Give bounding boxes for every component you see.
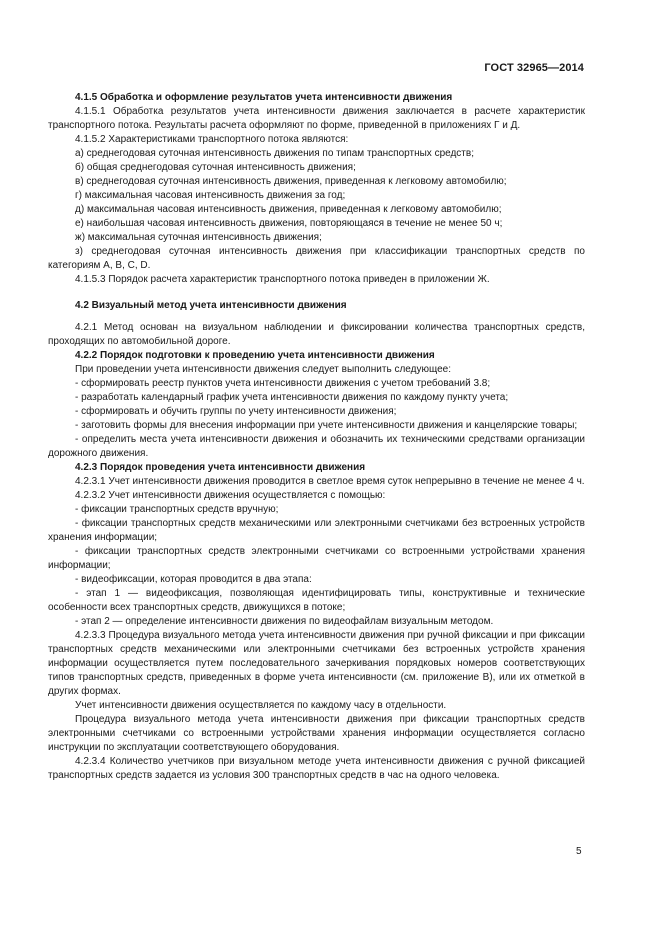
paragraph: При проведении учета интенсивности движения следует выполнить следующее:: [75, 364, 451, 375]
paragraph: 4.1.5.3 Порядок расчета характеристик транспортного потока приведен в приложении Ж.: [75, 274, 490, 285]
list-item: а) среднегодовая суточная интенсивность движения по типам транспортных средств;: [75, 148, 474, 159]
list-item: - заготовить формы для внесения информации при учете интенсивности движения и канцелярские товары;: [75, 420, 578, 431]
list-item: - определить места учета интенсивности движения и обозначить их техническими средствами организации дорожного движения.: [48, 434, 585, 459]
page-number: 5: [576, 846, 582, 857]
list-item: д) максимальная часовая интенсивность движения, приведенная к легковому автомобилю;: [75, 204, 502, 215]
list-item: - сформировать реестр пунктов учета интенсивности движения с учетом требований 3.8;: [75, 378, 491, 389]
list-item: - фиксации транспортных средств электронными счетчиками со встроенными устройствами хранения информации;: [48, 546, 585, 571]
section-heading-4-2: 4.2 Визуальный метод учета интенсивности движения: [75, 300, 347, 311]
list-item: - фиксации транспортных средств вручную;: [75, 504, 279, 515]
list-item: - фиксации транспортных средств механическими или электронными счетчиками без встроенных устройств хранения информации;: [48, 518, 585, 543]
paragraph: Процедура визуального метода учета интенсивности движения при фиксации транспортных средств электронными счетчиками со встроенными устройствами хранения информации осуществляется согласно инструкции по эксплуатации соответствующего оборудования.: [48, 714, 585, 753]
spacer: [48, 287, 585, 299]
document-body: [48, 91, 585, 783]
list-item: е) наибольшая часовая интенсивность движения, повторяющаяся в течение не менее 50 ч;: [75, 218, 503, 229]
spacer: [48, 313, 585, 321]
section-heading-4-2-2: 4.2.2 Порядок подготовки к проведению учета интенсивности движения: [75, 350, 435, 361]
list-item: б) общая среднегодовая суточная интенсивность движения;: [75, 162, 356, 173]
section-heading-4-1-5: 4.1.5 Обработка и оформление результатов учета интенсивности движения: [75, 92, 453, 103]
list-item: - сформировать и обучить группы по учету интенсивности движения;: [75, 406, 397, 417]
list-item: - этап 2 — определение интенсивности движения по видеофайлам визуальным методом.: [75, 616, 494, 627]
paragraph: 4.2.3.4 Количество учетчиков при визуальном методе учета интенсивности движения с ручной фиксацией транспортных средств задается из условия 300 транспортных средств в час на одного человека.: [48, 756, 585, 781]
section-heading-4-2-3: 4.2.3 Порядок проведения учета интенсивности движения: [75, 462, 366, 473]
paragraph: 4.1.5.2 Характеристиками транспортного потока являются:: [75, 134, 349, 145]
list-item: - разработать календарный график учета интенсивности движения по каждому пункту учета;: [75, 392, 509, 403]
paragraph: 4.2.3.2 Учет интенсивности движения осуществляется с помощью:: [75, 490, 386, 501]
list-item: з) среднегодовая суточная интенсивность движения при классификации транспортных средств по категориям А, В, С, D.: [48, 246, 585, 271]
paragraph: 4.1.5.1 Обработка результатов учета интенсивности движения заключается в расчете характеристик транспортного потока. Результаты расчета оформляют по форме, приведенной в приложениях Г и Д.: [48, 106, 585, 131]
list-item: ж) максимальная суточная интенсивность движения;: [75, 232, 322, 243]
list-item: г) максимальная часовая интенсивность движения за год;: [75, 190, 346, 201]
paragraph: 4.2.3.1 Учет интенсивности движения проводится в светлое время суток непрерывно в течение не менее 4 ч.: [75, 476, 585, 487]
paragraph: Учет интенсивности движения осуществляется по каждому часу в отдельности.: [75, 700, 447, 711]
list-item: - видеофиксации, которая проводится в два этапа:: [75, 574, 312, 585]
list-item: - этап 1 — видеофиксация, позволяющая идентифицировать типы, конструктивные и технические особенности всех транспортных средств, движущихся в потоке;: [48, 588, 585, 613]
paragraph: 4.2.1 Метод основан на визуальном наблюдении и фиксировании количества транспортных средств, проходящих по автомобильной дороге.: [48, 322, 585, 347]
list-item: в) среднегодовая суточная интенсивность движения, приведенная к легковому автомобилю;: [75, 176, 507, 187]
standard-designation: ГОСТ 32965—2014: [484, 62, 584, 74]
paragraph: 4.2.3.3 Процедура визуального метода учета интенсивности движения при ручной фиксации и при фиксации транспортных средств механическими или электронными счетчиками без встроенных устройств хранения информации осуществляется путем последовательного зачеркивания порядковых номеров соответствующих типов транспортных средств, приведенных в форме учета интенсивности (см. приложение В), или их отметкой в других формах.: [48, 630, 585, 697]
